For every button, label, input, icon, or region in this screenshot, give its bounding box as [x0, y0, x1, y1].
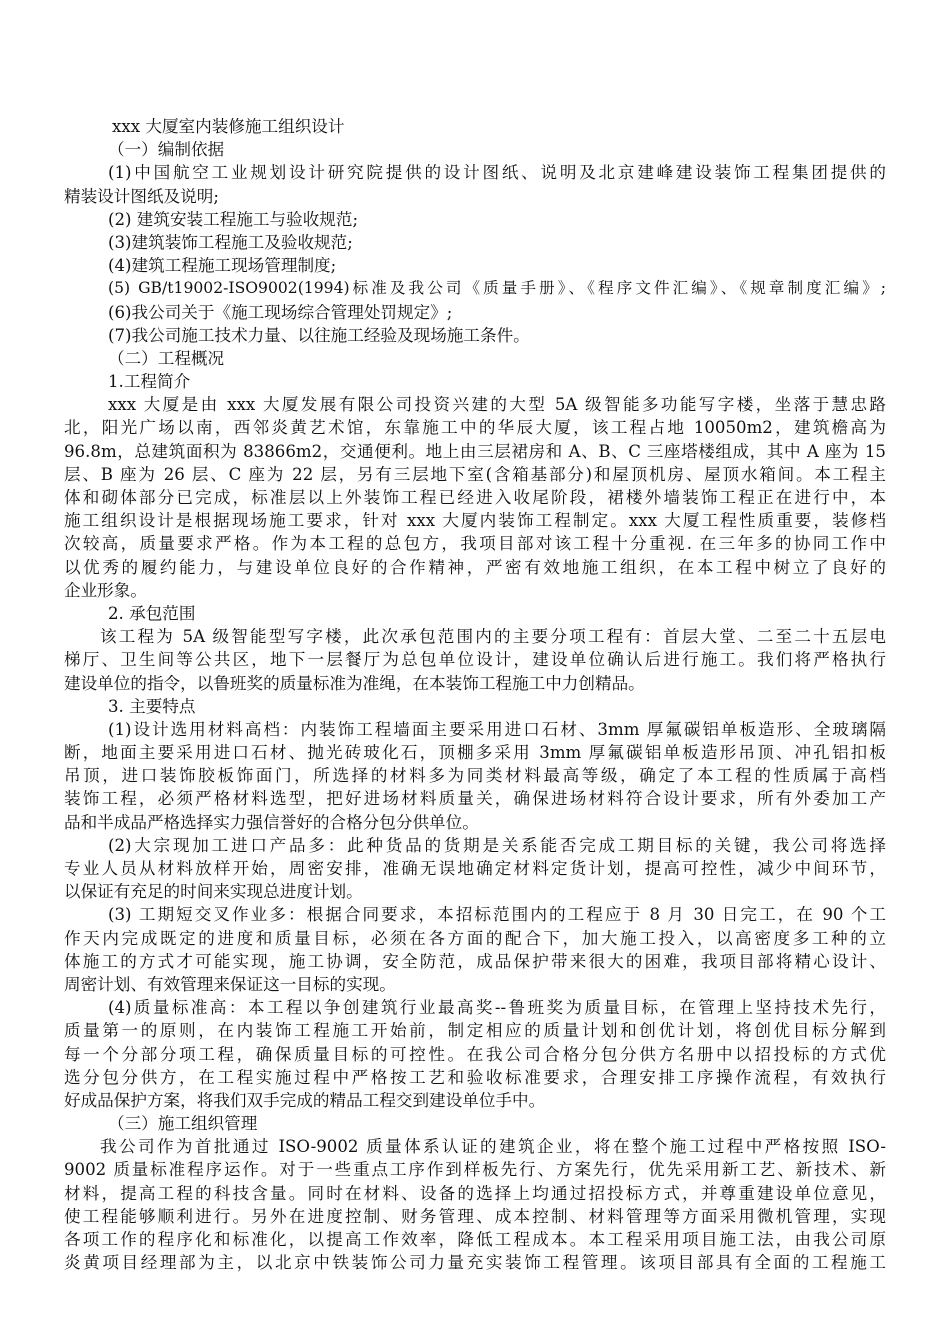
text-line: 好成品保护方案，将我们双手完成的精品工程交到建设单位手中。 [64, 1090, 546, 1110]
text-line: 装饰工程，必须严格材料选型，把好进场材料质量关，确保进场材料符合设计要求，所有外委加工产 [64, 789, 886, 809]
text-line: (4)建筑工程施工现场管理制度; [108, 256, 337, 276]
text-line: 周密计划、有效管理来保证这一目标的实现。 [64, 974, 396, 994]
section-heading-overview: （二）工程概况 [108, 348, 225, 368]
section-heading-basis: （一）编制依据 [108, 140, 225, 160]
text-line: (2) 建筑安装工程施工与验收规范; [108, 209, 359, 229]
text-line: (7)我公司施工技术力量、以往施工经验及现场施工条件。 [108, 325, 530, 345]
text-line: 每一个分部分项工程，确保质量目标的可控性。在我公司合格分包分供方名册中以招投标的方式优 [64, 1044, 886, 1064]
text-line: (1)设计选用材料高档：内装饰工程墙面主要采用进口石材、3mm 厚氟碳铝单板造形、全玻璃隔 [108, 719, 886, 739]
text-line: 建设单位的指令，以鲁班奖的质量标准为准绳，在本装饰工程施工中力创精品。 [64, 673, 645, 693]
text-line: 各项工作的程序化和标准化，以提高工作效率，降低工程成本。本工程采用项目施工法，由我公司原 [64, 1230, 886, 1249]
text-line: 质量第一的原则，在内装饰工程施工开始前，制定相应的质量计划和创优计划，将创优目标分解到 [64, 1021, 886, 1041]
section-heading-management: （三）施工组织管理 [108, 1114, 258, 1134]
text-line: 以保证有充足的时间来实现总进度计划。 [64, 882, 363, 902]
text-line: 精装设计图纸及说明; [64, 186, 219, 206]
text-line: 品和半成品严格选择实力强信誉好的合格分包分供单位。 [64, 812, 479, 832]
text-line: 层、B 座为 26 层、C 座为 22 层，另有三层地下室(含箱基部分)和屋顶机房、屋顶水箱间。本工程主 [64, 464, 886, 484]
text-line: 作天内完成既定的进度和质量目标，必须在各方面的配合下，加大施工投入，以高密度多工种的立 [64, 928, 886, 948]
text-line: 选分包分供方，在工程实施过程中严格按工艺和验收标准要求，合理安排工序操作流程，有效执行 [64, 1067, 886, 1087]
text-line: 以优秀的履约能力，与建设单位良好的合作精神，严密有效地施工组织，在本工程中树立了良好的 [64, 557, 886, 577]
text-line: 北，阳光广场以南，西邻炎黄艺术馆，东靠施工中的华辰大厦，该工程占地 10050m2，建筑檐高为 [64, 418, 886, 438]
text-line: (4)质量标准高：本工程以争创建筑行业最高奖--鲁班奖为质量目标，在管理上坚持技术先行， [108, 998, 886, 1018]
text-line: 施工组织设计是根据现场施工要求，针对 xxx 大厦内装饰工程制定。xxx 大厦工程性质重要，装修档 [64, 511, 886, 531]
text-line: 9002 质量标准程序运作。对于一些重点工序作到样板先行、方案先行，优先采用新工艺、新技术、新 [64, 1160, 886, 1180]
text-line: 专业人员从材料放样开始，周密安排，准确无误地确定材料定货计划，提高可控性，减少中间环节， [64, 859, 886, 878]
text-line: 体施工的方式才可能实现，施工协调，安全防范，成品保护带来很大的困难，我项目部将精心设计、 [64, 951, 886, 971]
subsection-heading-intro: 1.工程简介 [108, 372, 191, 392]
text-line: (3) 工期短交叉作业多：根据合同要求，本招标范围内的工程应于 8 月 30 日完工，在 90 个工 [108, 905, 886, 925]
text-line: (2)大宗现加工进口产品多：此种货品的货期是关系能否完成工期目标的关键，我公司将选择 [108, 835, 886, 855]
text-line: 材料，提高工程的科技含量。同时在材料、设备的选择上均通过招投标方式，并尊重建设单位意见， [64, 1183, 886, 1203]
subsection-heading-scope: 2. 承包范围 [108, 603, 196, 623]
text-line: (1)中国航空工业规划设计研究院提供的设计图纸、说明及北京建峰建设装饰工程集团提供的 [108, 163, 886, 183]
text-line: 96.8m，总建筑面积为 83866m2，交通便利。地上由三层裙房和 A、B、C 三座塔楼组成，其中 A 座为 15 [64, 441, 886, 461]
subsection-heading-features: 3. 主要特点 [108, 696, 196, 716]
text-line: 体和砌体部分已完成，标准层以上外装饰工程已经进入收尾阶段，裙楼外墙装饰工程正在进行中，本 [64, 488, 886, 507]
text-line: 次较高，质量要求严格。作为本工程的总包方，我项目部对该工程十分重视. 在三年多的协同工作中 [64, 534, 886, 554]
text-line: 梯厅、卫生间等公共区，地下一层餐厅为总包单位设计，建设单位确认后进行施工。我们将严格执行 [64, 650, 886, 670]
text-line: 断，地面主要采用进口石材、抛光砖玻化石，顶棚多采用 3mm 厚氟碳铝单板造形吊顶、冲孔铝扣板 [64, 743, 886, 763]
text-line: 我公司作为首批通过 ISO-9002 质量体系认证的建筑企业，将在整个施工过程中严格按照 ISO- [100, 1137, 886, 1157]
text-line: xxx 大厦是由 xxx 大厦发展有限公司投资兴建的大型 5A 级智能多功能写字楼，坐落于慧忠路 [108, 395, 886, 415]
document-title: xxx 大厦室内装修施工组织设计 [112, 117, 345, 136]
text-line: 企业形象。 [64, 580, 147, 600]
text-line: 该工程为 5A 级智能型写字楼，此次承包范围内的主要分项工程有：首层大堂、二至二十五层电 [100, 627, 886, 647]
text-line: (6)我公司关于《施工现场综合管理处罚规定》; [108, 302, 453, 322]
text-line: (5) GB/t19002-ISO9002(1994)标准及我公司《质量手册》、《程序文件汇编》、《规章制度汇编》; [108, 279, 886, 298]
text-line: (3)建筑装饰工程施工及验收规范; [108, 232, 353, 252]
text-line: 使工程能够顺利进行。另外在进度控制、财务管理、成本控制、材料管理等方面采用微机管理，实现 [64, 1206, 886, 1226]
text-line: 吊顶，进口装饰胶板饰面门，所选择的材料多为同类材料最高等级，确定了本工程的性质属于高档 [64, 766, 886, 786]
text-line: 炎黄项目经理部为主，以北京中铁装饰公司力量充实装饰工程管理。该项目部具有全面的工程施工 [64, 1253, 886, 1273]
